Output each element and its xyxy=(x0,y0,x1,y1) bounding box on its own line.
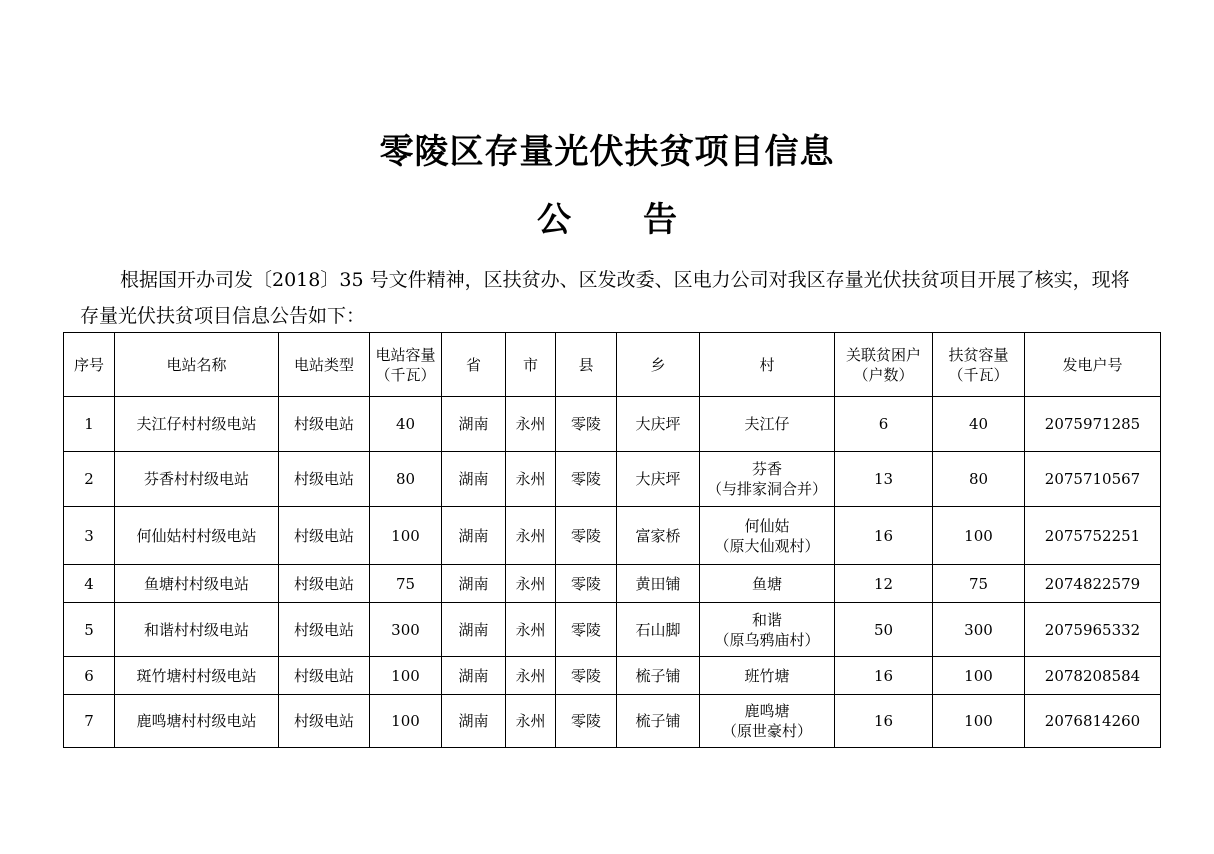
county-cell: 零陵 xyxy=(556,565,617,603)
households-cell: 16 xyxy=(835,507,933,565)
station-type-cell: 村级电站 xyxy=(279,695,370,748)
column-header xyxy=(64,333,115,397)
document-subtitle: 公告 xyxy=(537,200,749,240)
account-number-cell: 2075752251 xyxy=(1025,507,1161,565)
county-cell: 零陵 xyxy=(556,452,617,507)
row-number-cell: 4 xyxy=(64,565,115,603)
account-number-cell: 2078208584 xyxy=(1025,657,1161,695)
column-header xyxy=(279,333,370,397)
account-number-cell: 2075710567 xyxy=(1025,452,1161,507)
station-name-cell: 何仙姑村村级电站 xyxy=(115,507,279,565)
account-number-cell: 2075971285 xyxy=(1025,397,1161,452)
row-number-cell: 3 xyxy=(64,507,115,565)
station-type-cell: 村级电站 xyxy=(279,565,370,603)
village-cell xyxy=(700,603,835,657)
column-header xyxy=(617,333,700,397)
station-capacity-cell: 300 xyxy=(370,603,442,657)
station-type-cell: 村级电站 xyxy=(279,452,370,507)
column-header-label: 电站名称 xyxy=(166,355,227,374)
village-note: （与排家洞合并） xyxy=(706,480,827,498)
households-cell: 16 xyxy=(835,695,933,748)
county-cell: 零陵 xyxy=(556,507,617,565)
province-cell: 湖南 xyxy=(442,695,506,748)
village-cell xyxy=(700,695,835,748)
column-header xyxy=(115,333,279,397)
county-cell: 零陵 xyxy=(556,657,617,695)
county-cell: 零陵 xyxy=(556,397,617,452)
province-cell: 湖南 xyxy=(442,452,506,507)
poverty-capacity-cell: 40 xyxy=(933,397,1025,452)
column-header-label: 发电户号 xyxy=(1062,355,1123,374)
city-cell: 永州 xyxy=(506,695,556,748)
row-number-cell: 5 xyxy=(64,603,115,657)
county-cell: 零陵 xyxy=(556,695,617,748)
table-row xyxy=(64,452,1161,507)
city-cell: 永州 xyxy=(506,565,556,603)
station-capacity-cell: 40 xyxy=(370,397,442,452)
station-type-cell: 村级电站 xyxy=(279,657,370,695)
station-name-cell: 斑竹塘村村级电站 xyxy=(115,657,279,695)
table-row xyxy=(64,565,1161,603)
row-number-cell: 1 xyxy=(64,397,115,452)
project-table xyxy=(63,332,1161,748)
station-name-cell: 芬香村村级电站 xyxy=(115,452,279,507)
province-cell: 湖南 xyxy=(442,603,506,657)
column-header-label: 关联贫困户 xyxy=(845,345,921,364)
column-header xyxy=(933,333,1025,397)
village-name: 夫江仔 xyxy=(744,415,790,433)
table-row xyxy=(64,397,1161,452)
village-cell xyxy=(700,657,835,695)
village-cell xyxy=(700,507,835,565)
column-header-label: 村 xyxy=(759,355,775,374)
households-cell: 16 xyxy=(835,657,933,695)
table-row xyxy=(64,507,1161,565)
poverty-capacity-cell: 300 xyxy=(933,603,1025,657)
village-name: 和谐 xyxy=(751,610,782,629)
province-cell: 湖南 xyxy=(442,397,506,452)
township-cell: 梳子铺 xyxy=(617,695,700,748)
township-cell: 富家桥 xyxy=(617,507,700,565)
station-capacity-cell: 75 xyxy=(370,565,442,603)
city-cell: 永州 xyxy=(506,657,556,695)
table-row xyxy=(64,695,1161,748)
province-cell: 湖南 xyxy=(442,657,506,695)
column-header-label: 市 xyxy=(522,355,538,374)
poverty-capacity-cell: 75 xyxy=(933,565,1025,603)
village-cell xyxy=(700,397,835,452)
city-cell: 永州 xyxy=(506,603,556,657)
city-cell: 永州 xyxy=(506,507,556,565)
row-number-cell: 7 xyxy=(64,695,115,748)
station-name-cell: 和谐村村级电站 xyxy=(115,603,279,657)
households-cell: 12 xyxy=(835,565,933,603)
village-name: 何仙姑 xyxy=(744,516,790,535)
account-number-cell: 2076814260 xyxy=(1025,695,1161,748)
poverty-capacity-cell: 80 xyxy=(933,452,1025,507)
row-number-cell: 6 xyxy=(64,657,115,695)
township-cell: 大庆坪 xyxy=(617,452,700,507)
village-name: 班竹塘 xyxy=(744,666,790,685)
column-header-unit: （千瓦） xyxy=(948,365,1009,384)
village-note: （原大仙观村） xyxy=(714,536,820,555)
township-cell: 大庆坪 xyxy=(617,397,700,452)
column-header-unit: （千瓦） xyxy=(375,365,436,384)
village-name: 鱼塘 xyxy=(751,574,782,593)
county-cell: 零陵 xyxy=(556,603,617,657)
column-header-label: 电站容量 xyxy=(375,345,436,364)
column-header xyxy=(442,333,506,397)
station-name-cell: 夫江仔村村级电站 xyxy=(115,397,279,452)
province-cell: 湖南 xyxy=(442,507,506,565)
city-cell: 永州 xyxy=(506,452,556,507)
village-note: （原世豪村） xyxy=(721,722,812,740)
row-number-cell: 2 xyxy=(64,452,115,507)
township-cell: 石山脚 xyxy=(617,603,700,657)
column-header-label: 县 xyxy=(578,355,594,374)
village-note: （原乌鸦庙村） xyxy=(714,630,820,649)
station-type-cell: 村级电站 xyxy=(279,397,370,452)
station-capacity-cell: 100 xyxy=(370,695,442,748)
station-type-cell: 村级电站 xyxy=(279,603,370,657)
households-cell: 50 xyxy=(835,603,933,657)
column-header xyxy=(835,333,933,397)
village-name: 芬香 xyxy=(751,460,782,478)
notice-paragraph: 根据国开办司发〔2018〕35 号文件精神，区扶贫办、区发改委、区电力公司对我区存量光伏扶贫项目开展了核实，现将存量光伏扶贫项目信息公告如下： xyxy=(80,269,1130,327)
table-row xyxy=(64,603,1161,657)
city-cell: 永州 xyxy=(506,397,556,452)
households-cell: 6 xyxy=(835,397,933,452)
poverty-capacity-cell: 100 xyxy=(933,695,1025,748)
station-capacity-cell: 80 xyxy=(370,452,442,507)
poverty-capacity-cell: 100 xyxy=(933,507,1025,565)
village-name: 鹿鸣塘 xyxy=(744,702,790,720)
column-header xyxy=(370,333,442,397)
province-cell: 湖南 xyxy=(442,565,506,603)
column-header-label: 省 xyxy=(465,355,481,374)
column-header-unit: （户数） xyxy=(853,365,914,384)
township-cell: 梳子铺 xyxy=(617,657,700,695)
column-header xyxy=(1025,333,1161,397)
station-capacity-cell: 100 xyxy=(370,657,442,695)
account-number-cell: 2074822579 xyxy=(1025,565,1161,603)
table-row xyxy=(64,657,1161,695)
station-name-cell: 鱼塘村村级电站 xyxy=(115,565,279,603)
village-cell xyxy=(700,452,835,507)
column-header xyxy=(506,333,556,397)
station-name-cell: 鹿鸣塘村村级电站 xyxy=(115,695,279,748)
households-cell: 13 xyxy=(835,452,933,507)
table-header-row xyxy=(64,333,1161,397)
column-header xyxy=(556,333,617,397)
station-type-cell: 村级电站 xyxy=(279,507,370,565)
station-capacity-cell: 100 xyxy=(370,507,442,565)
village-cell xyxy=(700,565,835,603)
account-number-cell: 2075965332 xyxy=(1025,603,1161,657)
table-body xyxy=(64,397,1161,748)
column-header-label: 序号 xyxy=(73,355,104,374)
column-header-label: 电站类型 xyxy=(293,355,354,374)
column-header-label: 乡 xyxy=(650,355,666,374)
poverty-capacity-cell: 100 xyxy=(933,657,1025,695)
document-title: 零陵区存量光伏扶贫项目信息 xyxy=(379,132,835,172)
column-header xyxy=(700,333,835,397)
township-cell: 黄田铺 xyxy=(617,565,700,603)
column-header-label: 扶贫容量 xyxy=(948,345,1009,364)
